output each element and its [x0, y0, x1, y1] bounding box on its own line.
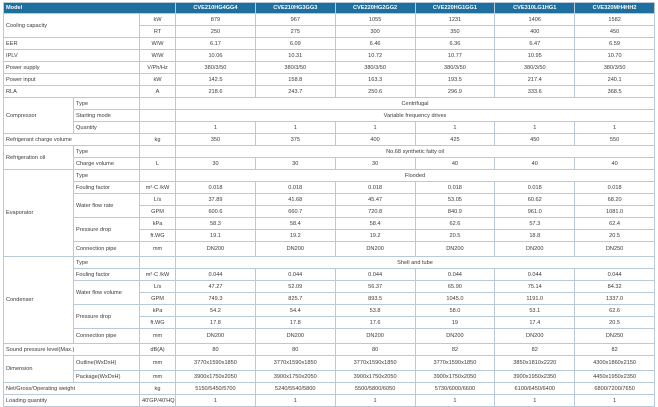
- value-cell: 82: [575, 344, 655, 356]
- value-cell: 80: [255, 344, 335, 356]
- table-row: [4, 383, 655, 395]
- value-cell: 17.8: [255, 317, 335, 329]
- value-cell: 158.8: [255, 74, 335, 86]
- table-row: [4, 242, 655, 257]
- value-cell: 1: [335, 395, 415, 407]
- value-cell: 58.3: [176, 218, 256, 230]
- value-cell: 350: [415, 26, 495, 38]
- model-header: CVE220HG2GG2: [335, 3, 415, 14]
- table-row: [4, 194, 655, 206]
- row-group-label: Cooling capacity: [4, 14, 140, 38]
- value-cell: 52.09: [255, 281, 335, 293]
- value-cell: 296.9: [415, 86, 495, 98]
- row-unit: mm: [140, 329, 176, 344]
- value-cell: 749.3: [176, 293, 256, 305]
- value-cell: 275: [255, 26, 335, 38]
- table-row: [4, 122, 655, 134]
- row-unit: V/Ph/Hz: [140, 62, 176, 74]
- table-row: [4, 269, 655, 281]
- value-cell: DN200: [176, 329, 256, 344]
- value-cell: 10.31: [255, 50, 335, 62]
- row-param-label: Connection pipe: [74, 329, 140, 344]
- value-cell: 41.68: [255, 194, 335, 206]
- value-cell: 45.47: [335, 194, 415, 206]
- value-cell: 368.5: [575, 86, 655, 98]
- table-row: [4, 86, 655, 98]
- row-group-label: IPLV: [4, 50, 140, 62]
- table-row: [4, 38, 655, 50]
- table-row: [4, 134, 655, 146]
- table-row: [4, 158, 655, 170]
- row-unit: mm: [140, 371, 176, 383]
- row-unit: [140, 122, 176, 134]
- value-cell: 400: [335, 134, 415, 146]
- table-row: [4, 62, 655, 74]
- value-cell: 0.018: [176, 182, 256, 194]
- value-cell: 58.0: [415, 305, 495, 317]
- row-param-label: Type: [74, 98, 140, 110]
- value-cell: 4450x1950x2350: [575, 371, 655, 383]
- table-row: [4, 14, 655, 26]
- value-cell: 1045.0: [415, 293, 495, 305]
- value-cell: 0.018: [255, 182, 335, 194]
- row-unit: [140, 170, 176, 182]
- value-cell: 6.46: [335, 38, 415, 50]
- value-cell: 30: [335, 158, 415, 170]
- value-cell: 17.4: [495, 317, 575, 329]
- value-cell: 218.6: [176, 86, 256, 98]
- value-cell: 380/3/50: [255, 62, 335, 74]
- value-cell: 10.72: [335, 50, 415, 62]
- row-unit: A: [140, 86, 176, 98]
- value-cell: 53.05: [415, 194, 495, 206]
- spec-body: [4, 14, 655, 407]
- row-param-label: Quantity: [74, 122, 140, 134]
- value-cell: 58.4: [255, 218, 335, 230]
- row-group-label: Condenser: [4, 257, 74, 344]
- value-cell: 18.8: [495, 230, 575, 242]
- value-cell: 17.8: [176, 317, 256, 329]
- value-cell: 1: [415, 395, 495, 407]
- value-cell: 967: [255, 14, 335, 26]
- row-group-label: Compressor: [4, 98, 74, 134]
- value-cell: 3900x1750x2050: [176, 371, 256, 383]
- value-cell: DN200: [495, 242, 575, 257]
- value-cell: 450: [575, 26, 655, 38]
- value-cell: 75.14: [495, 281, 575, 293]
- value-cell: 10.06: [176, 50, 256, 62]
- value-cell: 961.0: [495, 206, 575, 218]
- value-cell: 20.5: [575, 230, 655, 242]
- value-cell: 3900x1950x2350: [495, 371, 575, 383]
- row-param-label: Water flow rate: [74, 194, 140, 218]
- value-cell: 5730/6000/6600: [415, 383, 495, 395]
- value-cell: 3770x1590x1850: [335, 356, 415, 371]
- row-merged-value: No.68 synthetic fatty oil: [176, 146, 655, 158]
- row-unit: W/W: [140, 38, 176, 50]
- row-param-label: Type: [74, 146, 140, 158]
- value-cell: 380/3/50: [575, 62, 655, 74]
- value-cell: 3770x1590x1850: [255, 356, 335, 371]
- row-unit: 40'GP/40'HQ: [140, 395, 176, 407]
- value-cell: 1: [335, 122, 415, 134]
- value-cell: 0.044: [575, 269, 655, 281]
- value-cell: 1: [495, 122, 575, 134]
- value-cell: 0.018: [335, 182, 415, 194]
- value-cell: 19.2: [255, 230, 335, 242]
- table-row: [4, 344, 655, 356]
- value-cell: 400: [495, 26, 575, 38]
- value-cell: 20.5: [575, 317, 655, 329]
- value-cell: 58.4: [335, 218, 415, 230]
- value-cell: 425: [415, 134, 495, 146]
- value-cell: DN200: [255, 329, 335, 344]
- model-header: CVE220HG1GG1: [415, 3, 495, 14]
- table-row: [4, 146, 655, 158]
- value-cell: 1: [255, 122, 335, 134]
- table-row: [4, 356, 655, 371]
- value-cell: 54.4: [255, 305, 335, 317]
- value-cell: 217.4: [495, 74, 575, 86]
- value-cell: 163.3: [335, 74, 415, 86]
- row-unit: [140, 98, 176, 110]
- row-param-label: Pressure drop: [74, 218, 140, 242]
- value-cell: 3900x1750x2050: [415, 371, 495, 383]
- row-unit: L: [140, 158, 176, 170]
- value-cell: 82: [415, 344, 495, 356]
- value-cell: 17.6: [335, 317, 415, 329]
- row-unit: W/W: [140, 50, 176, 62]
- row-group-label: Refrigeration oil: [4, 146, 74, 170]
- row-unit: m²·C /kW: [140, 182, 176, 194]
- row-param-label: Fouling factor: [74, 269, 140, 281]
- row-unit: ft.WG: [140, 230, 176, 242]
- row-unit: kW: [140, 14, 176, 26]
- table-row: [4, 50, 655, 62]
- table-row: [4, 170, 655, 182]
- value-cell: 3900x1750x2050: [335, 371, 415, 383]
- value-cell: 62.6: [575, 305, 655, 317]
- value-cell: 30: [176, 158, 256, 170]
- value-cell: 20.5: [415, 230, 495, 242]
- row-unit: kPa: [140, 218, 176, 230]
- value-cell: 6.09: [255, 38, 335, 50]
- value-cell: 350: [176, 134, 256, 146]
- value-cell: 4300x1860x2150: [575, 356, 655, 371]
- value-cell: 19.1: [176, 230, 256, 242]
- value-cell: 879: [176, 14, 256, 26]
- row-param-label: Type: [74, 257, 140, 269]
- value-cell: 19: [415, 317, 495, 329]
- value-cell: 6.17: [176, 38, 256, 50]
- value-cell: 0.044: [335, 269, 415, 281]
- value-cell: 56.37: [335, 281, 415, 293]
- value-cell: DN250: [575, 242, 655, 257]
- value-cell: 53.8: [335, 305, 415, 317]
- value-cell: 80: [176, 344, 256, 356]
- table-row: [4, 305, 655, 317]
- value-cell: 1406: [495, 14, 575, 26]
- value-cell: 3850x1810x2220: [495, 356, 575, 371]
- row-param-label: Outline(WxDxH): [74, 356, 140, 371]
- value-cell: 40: [495, 158, 575, 170]
- row-merged-value: Centrifugal: [176, 98, 655, 110]
- value-cell: 1: [255, 395, 335, 407]
- header-label: Model: [4, 3, 176, 14]
- table-row: [4, 371, 655, 383]
- value-cell: 1231: [415, 14, 495, 26]
- value-cell: DN200: [335, 329, 415, 344]
- row-unit: m²·C /kW: [140, 269, 176, 281]
- row-unit: kg: [140, 383, 176, 395]
- row-unit: mm: [140, 356, 176, 371]
- table-row: [4, 257, 655, 269]
- row-group-label: Evaporator: [4, 170, 74, 257]
- value-cell: DN200: [176, 242, 256, 257]
- value-cell: 0.044: [495, 269, 575, 281]
- value-cell: 0.044: [415, 269, 495, 281]
- table-row: [4, 329, 655, 344]
- model-header: CVE210HG3GG3: [255, 3, 335, 14]
- value-cell: 5150/5450/5700: [176, 383, 256, 395]
- value-cell: 450: [495, 134, 575, 146]
- value-cell: 1337.0: [575, 293, 655, 305]
- row-group-label: Power input: [4, 74, 140, 86]
- value-cell: 5240/5540/5800: [255, 383, 335, 395]
- value-cell: 600.6: [176, 206, 256, 218]
- value-cell: 720.8: [335, 206, 415, 218]
- row-unit: kg: [140, 134, 176, 146]
- value-cell: 53.1: [495, 305, 575, 317]
- value-cell: 82: [495, 344, 575, 356]
- value-cell: 1: [176, 395, 256, 407]
- value-cell: 37.89: [176, 194, 256, 206]
- row-merged-value: Flooded: [176, 170, 655, 182]
- value-cell: 10.70: [575, 50, 655, 62]
- value-cell: 30: [255, 158, 335, 170]
- value-cell: 5500/5800/6050: [335, 383, 415, 395]
- value-cell: 68.20: [575, 194, 655, 206]
- value-cell: 1582: [575, 14, 655, 26]
- value-cell: 1: [495, 395, 575, 407]
- value-cell: 0.018: [575, 182, 655, 194]
- row-param-label: Connection pipe: [74, 242, 140, 257]
- value-cell: 40: [575, 158, 655, 170]
- value-cell: 62.6: [415, 218, 495, 230]
- row-param-label: Type: [74, 170, 140, 182]
- row-unit: L/s: [140, 194, 176, 206]
- header-row: [4, 3, 655, 14]
- row-unit: GPM: [140, 206, 176, 218]
- value-cell: DN200: [415, 242, 495, 257]
- row-group-label: RLA: [4, 86, 140, 98]
- value-cell: DN200: [415, 329, 495, 344]
- row-unit: RT: [140, 26, 176, 38]
- value-cell: 84.32: [575, 281, 655, 293]
- row-param-label: Fouling factor: [74, 182, 140, 194]
- table-row: [4, 110, 655, 122]
- table-row: [4, 182, 655, 194]
- value-cell: 380/3/50: [335, 62, 415, 74]
- value-cell: 250: [176, 26, 256, 38]
- row-merged-value: Variable frequency drives: [176, 110, 655, 122]
- row-merged-value: Shell and tube: [176, 257, 655, 269]
- row-unit: mm: [140, 242, 176, 257]
- value-cell: 193.5: [415, 74, 495, 86]
- row-unit: [140, 110, 176, 122]
- value-cell: 0.018: [415, 182, 495, 194]
- value-cell: 375: [255, 134, 335, 146]
- value-cell: 142.5: [176, 74, 256, 86]
- value-cell: 65.90: [415, 281, 495, 293]
- value-cell: 550: [575, 134, 655, 146]
- value-cell: 333.6: [495, 86, 575, 98]
- table-row: [4, 218, 655, 230]
- value-cell: 6800/7200/7650: [575, 383, 655, 395]
- row-unit: kPa: [140, 305, 176, 317]
- value-cell: 1: [575, 122, 655, 134]
- row-group-label: EER: [4, 38, 140, 50]
- row-unit: dB(A): [140, 344, 176, 356]
- value-cell: 380/3/50: [176, 62, 256, 74]
- table-row: [4, 395, 655, 407]
- value-cell: 243.7: [255, 86, 335, 98]
- table-row: [4, 74, 655, 86]
- value-cell: 3770x1590x1850: [176, 356, 256, 371]
- model-header: CVE310LG1HG1: [495, 3, 575, 14]
- row-group-label: Refrigerant charge volume: [4, 134, 140, 146]
- value-cell: 57.3: [495, 218, 575, 230]
- value-cell: 0.044: [255, 269, 335, 281]
- value-cell: DN250: [575, 329, 655, 344]
- value-cell: 10.95: [495, 50, 575, 62]
- row-param-label: Pressure drop: [74, 305, 140, 329]
- value-cell: 840.9: [415, 206, 495, 218]
- row-unit: [140, 257, 176, 269]
- table-row: [4, 98, 655, 110]
- value-cell: 6.36: [415, 38, 495, 50]
- row-unit: kW: [140, 74, 176, 86]
- value-cell: 3770x1590x1850: [415, 356, 495, 371]
- value-cell: 40: [415, 158, 495, 170]
- row-group-label: Dimension: [4, 356, 74, 383]
- value-cell: 62.4: [575, 218, 655, 230]
- value-cell: 1: [176, 122, 256, 134]
- value-cell: 54.2: [176, 305, 256, 317]
- value-cell: 6100/6450/6400: [495, 383, 575, 395]
- value-cell: DN200: [335, 242, 415, 257]
- row-group-label: Loading quantity: [4, 395, 140, 407]
- value-cell: 1: [415, 122, 495, 134]
- row-unit: [140, 146, 176, 158]
- value-cell: 825.7: [255, 293, 335, 305]
- value-cell: 0.044: [176, 269, 256, 281]
- row-unit: ft.WG: [140, 317, 176, 329]
- model-header: CVE320MH4HH2: [575, 3, 655, 14]
- value-cell: 250.6: [335, 86, 415, 98]
- value-cell: 1055: [335, 14, 415, 26]
- row-unit: GPM: [140, 293, 176, 305]
- value-cell: 0.018: [495, 182, 575, 194]
- value-cell: 300: [335, 26, 415, 38]
- row-unit: L/s: [140, 281, 176, 293]
- spec-table: [3, 2, 655, 407]
- value-cell: 19.2: [335, 230, 415, 242]
- row-group-label: Sound pressure level(Max.): [4, 344, 140, 356]
- model-header: CVE210HG4GG4: [176, 3, 256, 14]
- row-param-label: Charge volume: [74, 158, 140, 170]
- row-param-label: Starting mode: [74, 110, 140, 122]
- value-cell: 240.1: [575, 74, 655, 86]
- value-cell: 60.62: [495, 194, 575, 206]
- table-row: [4, 281, 655, 293]
- row-group-label: Power supply: [4, 62, 140, 74]
- value-cell: 6.59: [575, 38, 655, 50]
- value-cell: 893.5: [335, 293, 415, 305]
- row-group-label: Net/Gross/Operating weight: [4, 383, 140, 395]
- value-cell: 1: [575, 395, 655, 407]
- value-cell: 1191.0: [495, 293, 575, 305]
- value-cell: 380/3/50: [495, 62, 575, 74]
- value-cell: 1081.0: [575, 206, 655, 218]
- row-param-label: Water flow volume: [74, 281, 140, 305]
- value-cell: 47.27: [176, 281, 256, 293]
- row-param-label: Package(WxDxH): [74, 371, 140, 383]
- value-cell: 380/3/50: [415, 62, 495, 74]
- value-cell: 80: [335, 344, 415, 356]
- value-cell: DN200: [255, 242, 335, 257]
- value-cell: DN200: [495, 329, 575, 344]
- value-cell: 3900x1750x2050: [255, 371, 335, 383]
- value-cell: 6.47: [495, 38, 575, 50]
- value-cell: 10.77: [415, 50, 495, 62]
- value-cell: 660.7: [255, 206, 335, 218]
